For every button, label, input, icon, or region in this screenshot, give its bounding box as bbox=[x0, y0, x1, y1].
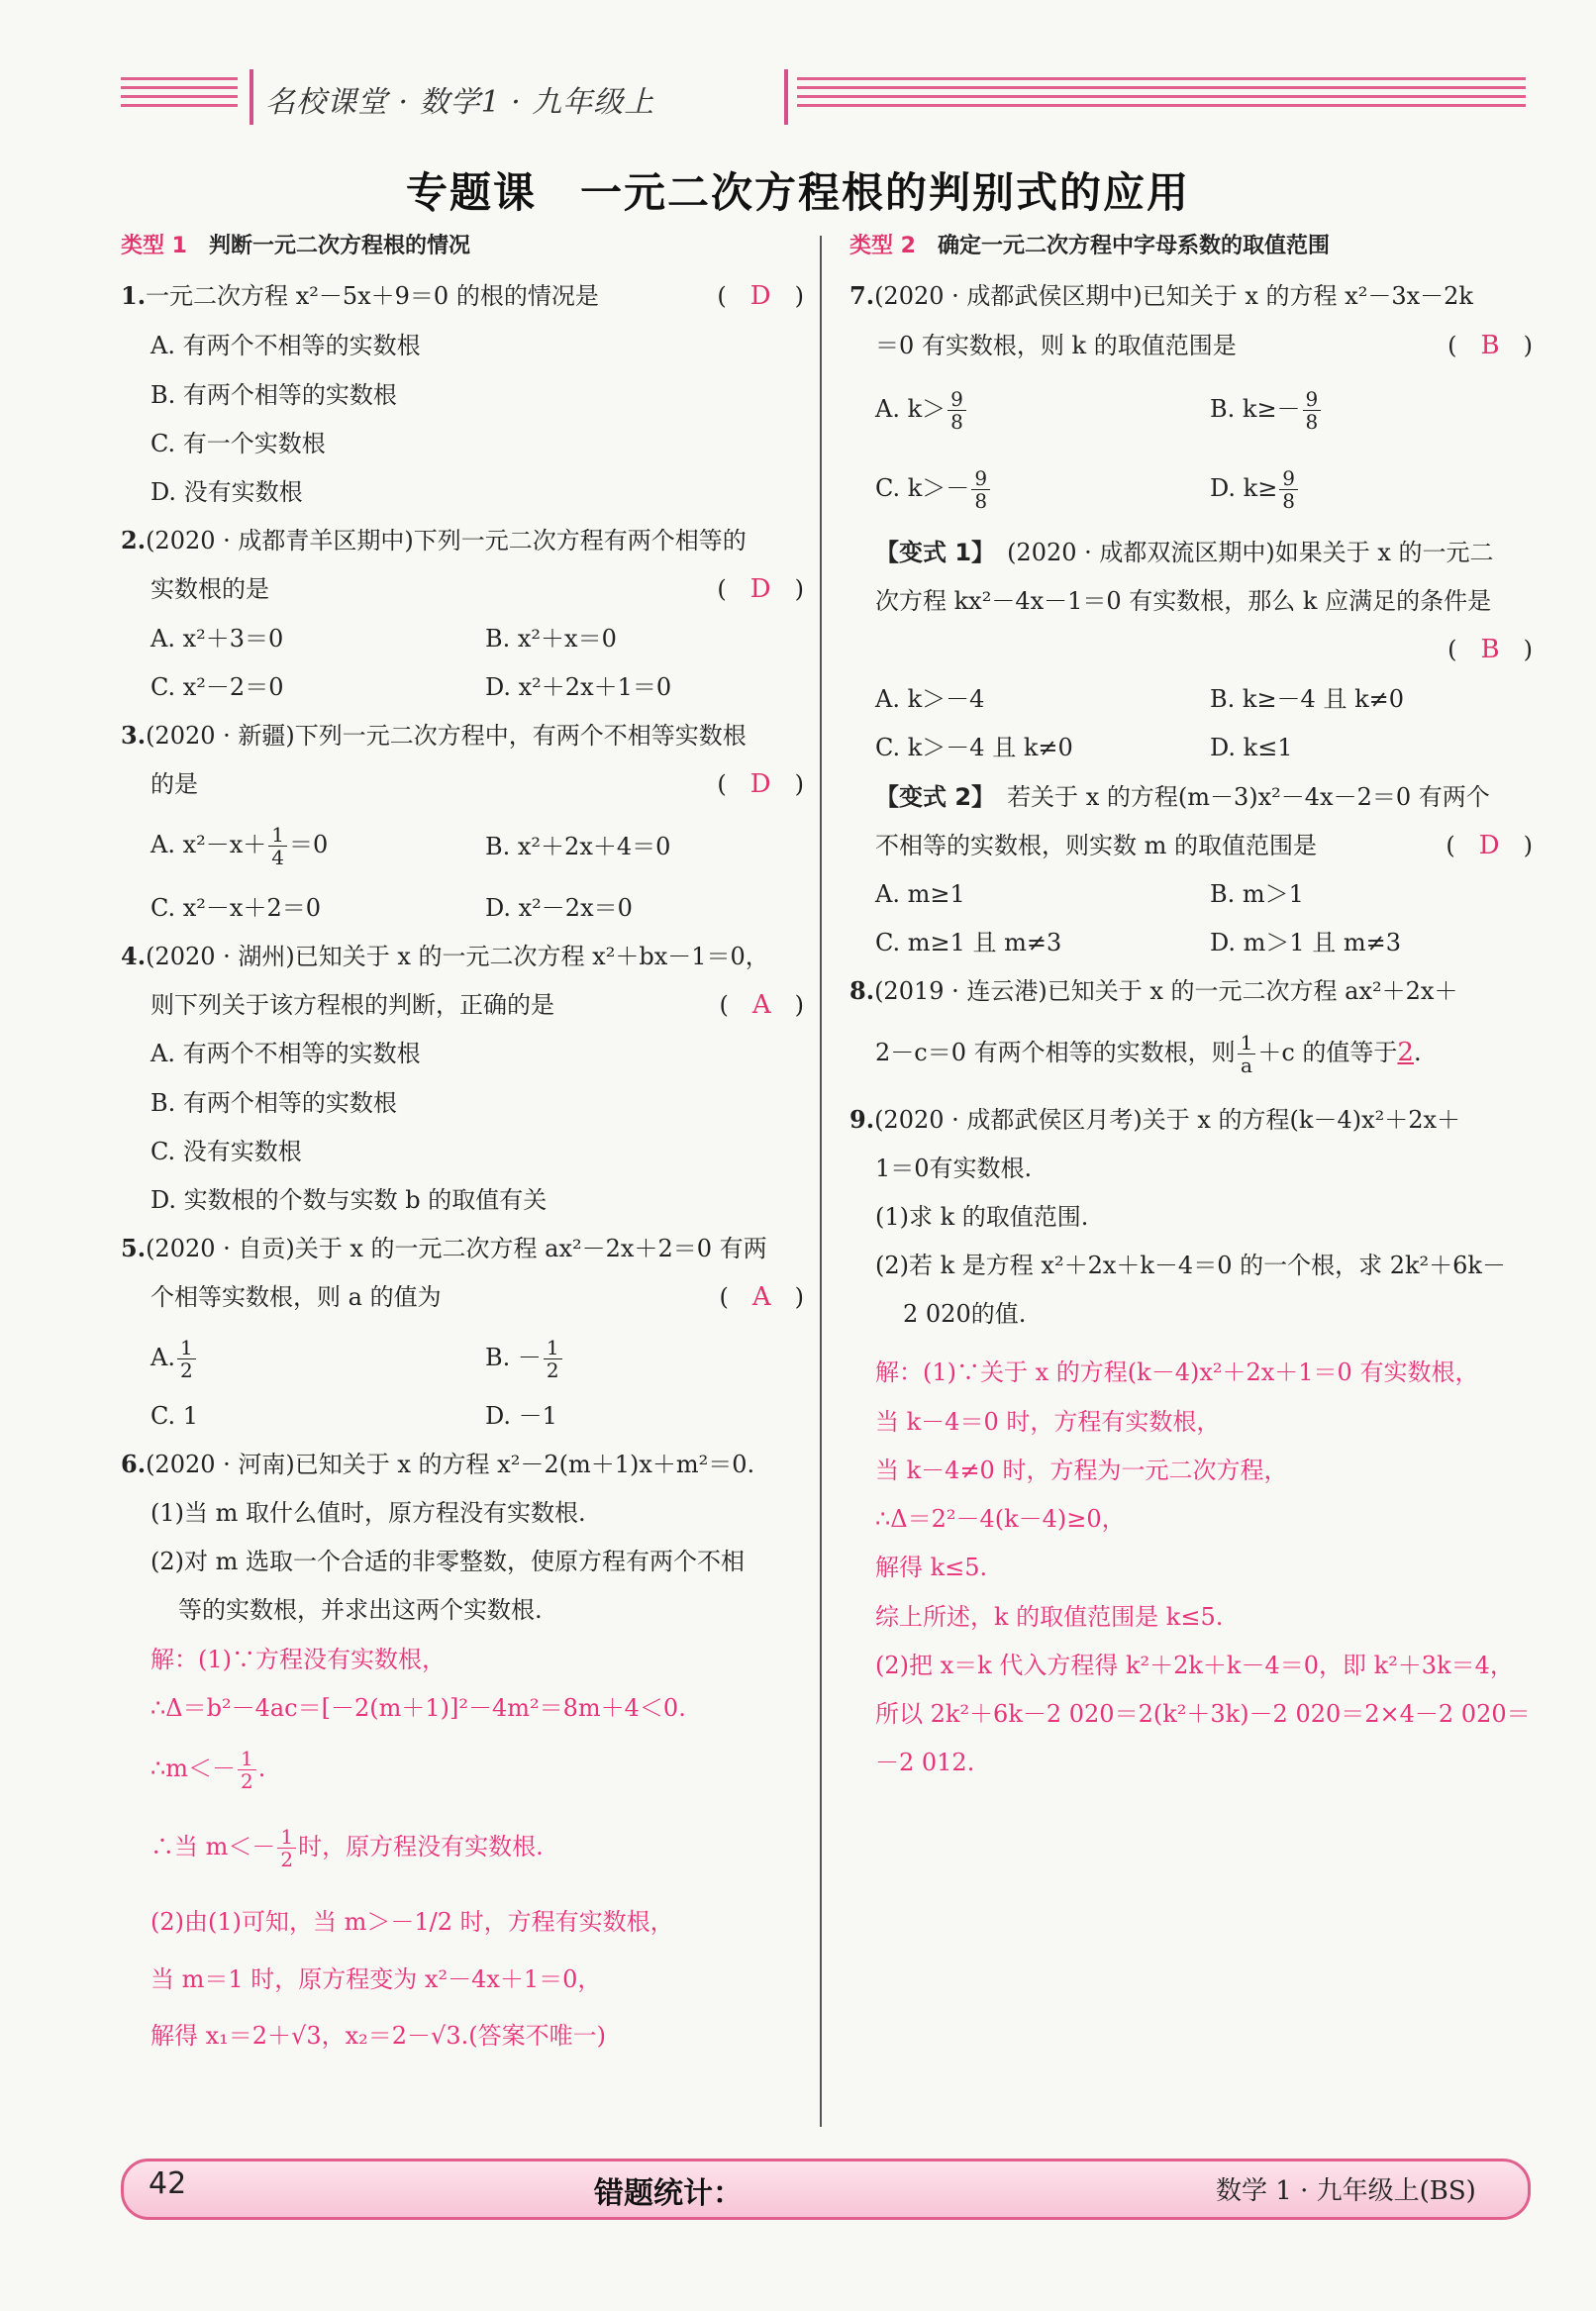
numerator: 1 bbox=[277, 1826, 296, 1849]
option-text: D. k≥ bbox=[1210, 474, 1278, 502]
solution-line: 解：(1)∵方程没有实数根， bbox=[150, 1646, 446, 1673]
solution-text: ∴当 m＜－ bbox=[150, 1833, 276, 1860]
sub-question: (2)若 k 是方程 x²＋2x＋k－4＝0 的一个根，求 2k²＋6k－ bbox=[875, 1252, 1506, 1279]
option: D. x²＋2x＋1＝0 bbox=[485, 673, 672, 701]
answer: A bbox=[751, 1282, 771, 1312]
variant-1 bbox=[875, 536, 1494, 569]
question-2 bbox=[121, 524, 747, 557]
option: D. 没有实数根 bbox=[150, 478, 303, 506]
denominator: 2 bbox=[280, 1848, 294, 1871]
option: C. 1 bbox=[150, 1402, 199, 1430]
type-title: 确定一元二次方程中字母系数的取值范围 bbox=[937, 234, 1330, 258]
answer-bracket: ( A ) bbox=[719, 990, 804, 1020]
answer-bracket: ( D ) bbox=[717, 769, 804, 799]
option: D. －1 bbox=[485, 1402, 557, 1430]
header-decor-right bbox=[797, 77, 1526, 119]
option bbox=[485, 1337, 564, 1381]
question-stem: 个相等实数根，则 a 的值为 bbox=[150, 1283, 442, 1311]
question-7-cont bbox=[875, 329, 1533, 362]
option: A. m≥1 bbox=[875, 880, 965, 908]
answer: 2 bbox=[1397, 1038, 1414, 1067]
option: B. x²＋2x＋4＝0 bbox=[485, 833, 671, 860]
type-2-heading bbox=[849, 230, 1330, 263]
footer-book-info: 数学 1 · 九年级上(BS) bbox=[1216, 2176, 1476, 2206]
question-5 bbox=[121, 1232, 767, 1265]
option: B. 有两个相等的实数根 bbox=[150, 1089, 397, 1117]
answer-bracket: ( D ) bbox=[1446, 831, 1533, 860]
option: B. m＞1 bbox=[1210, 880, 1304, 908]
solution-line: ∴Δ＝2²－4(k－4)≥0， bbox=[875, 1505, 1126, 1533]
option: A. 有两个不相等的实数根 bbox=[150, 1040, 421, 1067]
solution-line: 解得 x₁＝2＋√3，x₂＝2－√3.(答案不唯一) bbox=[150, 2022, 606, 2050]
type-tag: 类型 1 bbox=[121, 234, 187, 258]
question-5-cont bbox=[150, 1280, 804, 1314]
question-6 bbox=[121, 1448, 754, 1481]
question-number: 3. bbox=[121, 721, 147, 750]
option: B. x²＋x＝0 bbox=[485, 625, 617, 653]
option-text: A. bbox=[150, 1344, 175, 1371]
question-stem: ＝0 有实数根，则 k 的取值范围是 bbox=[875, 332, 1237, 359]
answer-bracket: ( A ) bbox=[719, 1282, 804, 1312]
numerator: 9 bbox=[948, 388, 966, 411]
option-text: ＝0 bbox=[289, 831, 329, 858]
numerator: 1 bbox=[1238, 1032, 1256, 1055]
answer-bracket: ( B ) bbox=[1447, 331, 1533, 360]
question-7 bbox=[849, 279, 1473, 313]
question-number: 2. bbox=[121, 526, 147, 554]
question-stem: (2020 · 成都武侯区期中)已知关于 x 的方程 x²－3x－2k bbox=[874, 282, 1473, 310]
header-decor-left bbox=[121, 77, 238, 119]
question-number: 1. bbox=[121, 281, 147, 310]
sub-question: 等的实数根，并求出这两个实数根. bbox=[178, 1596, 543, 1624]
question-1 bbox=[121, 279, 804, 313]
question-3 bbox=[121, 719, 747, 753]
numerator: 9 bbox=[1279, 467, 1298, 490]
denominator: 8 bbox=[974, 489, 988, 513]
solution-line: 当 m＝1 时，原方程变为 x²－4x＋1＝0， bbox=[150, 1965, 602, 1993]
question-number: 7. bbox=[849, 281, 875, 310]
option: C. x²－2＝0 bbox=[150, 673, 284, 701]
option bbox=[875, 388, 968, 433]
solution-text: . bbox=[257, 1755, 266, 1782]
option-text: B. － bbox=[485, 1344, 542, 1371]
option: C. 没有实数根 bbox=[150, 1138, 302, 1165]
solution-line: (2)把 x＝k 代入方程得 k²＋2k＋k－4＝0，即 k²＋3k＝4， bbox=[875, 1652, 1514, 1679]
denominator: 8 bbox=[950, 410, 963, 434]
solution-line: －2 012. bbox=[875, 1749, 975, 1776]
answer-bracket: ( B ) bbox=[1447, 635, 1533, 664]
option: D. k≤1 bbox=[1210, 734, 1293, 761]
question-number: 9. bbox=[849, 1105, 875, 1134]
question-number: 5. bbox=[121, 1234, 147, 1262]
question-9 bbox=[849, 1103, 1460, 1137]
solution-line bbox=[150, 1748, 265, 1792]
question-stem: (2020 · 成都青羊区期中)下列一元二次方程有两个相等的 bbox=[146, 527, 747, 554]
numerator: 1 bbox=[544, 1337, 562, 1359]
solution-line: 解得 k≤5. bbox=[875, 1554, 988, 1581]
question-number: 6. bbox=[121, 1450, 147, 1478]
option bbox=[150, 824, 328, 868]
fraction bbox=[948, 388, 966, 433]
sub-question: (1)当 m 取什么值时，原方程没有实数根. bbox=[150, 1499, 586, 1527]
type-title: 判断一元二次方程根的情况 bbox=[208, 234, 470, 258]
fraction bbox=[1279, 467, 1298, 512]
numerator: 1 bbox=[177, 1337, 196, 1359]
question-stem: (2020 · 成都双流区期中)如果关于 x 的一元二 bbox=[1007, 539, 1494, 566]
question-stem: 一元二次方程 x²－5x＋9＝0 的根的情况是 bbox=[146, 282, 599, 310]
question-stem: . bbox=[1413, 1039, 1422, 1066]
question-9-cont: 1＝0有实数根. bbox=[875, 1155, 1033, 1182]
option-text: B. k≥－ bbox=[1210, 395, 1301, 423]
question-4-cont bbox=[150, 988, 804, 1022]
option: D. m＞1 且 m≠3 bbox=[1210, 929, 1402, 956]
header-separator bbox=[784, 69, 788, 125]
fraction bbox=[277, 1826, 296, 1870]
denominator: 4 bbox=[271, 846, 285, 869]
option: A. x²＋3＝0 bbox=[150, 625, 284, 653]
option: A. k＞－4 bbox=[875, 685, 985, 713]
solution-line bbox=[150, 1826, 544, 1870]
question-number: 8. bbox=[849, 976, 875, 1005]
question-stem: (2019 · 连云港)已知关于 x 的一元二次方程 ax²＋2x＋ bbox=[874, 977, 1458, 1005]
question-stem: 的是 bbox=[150, 770, 198, 798]
question-stem: 2－c＝0 有两个相等的实数根，则 bbox=[875, 1039, 1236, 1066]
answer: D bbox=[749, 281, 771, 311]
sub-question: 2 020的值. bbox=[903, 1300, 1027, 1328]
column-divider bbox=[820, 236, 822, 2127]
answer: D bbox=[1478, 831, 1500, 860]
variant-tag: 【变式 2】 bbox=[875, 783, 984, 811]
fraction bbox=[177, 1337, 196, 1381]
answer: D bbox=[749, 574, 771, 604]
option bbox=[150, 1337, 198, 1381]
solution-line: 综上所述，k 的取值范围是 k≤5. bbox=[875, 1603, 1224, 1631]
question-8-cont bbox=[875, 1032, 1422, 1076]
denominator: 2 bbox=[546, 1358, 559, 1382]
option: C. m≥1 且 m≠3 bbox=[875, 929, 1062, 956]
solution-line: 所以 2k²＋6k－2 020＝2(k²＋3k)－2 020＝2×4－2 020＝ bbox=[875, 1700, 1531, 1728]
fraction bbox=[268, 824, 287, 868]
question-stem: (2020 · 新疆)下列一元二次方程中，有两个不相等实数根 bbox=[146, 722, 747, 750]
sub-question: (2)对 m 选取一个合适的非零整数，使原方程有两个不相 bbox=[150, 1548, 746, 1575]
option bbox=[1210, 467, 1300, 512]
answer-bracket: ( D ) bbox=[717, 574, 804, 604]
type-tag: 类型 2 bbox=[849, 234, 916, 258]
question-8 bbox=[849, 974, 1457, 1008]
answer: B bbox=[1480, 635, 1500, 664]
answer-bracket: ( D ) bbox=[717, 281, 804, 311]
denominator: 8 bbox=[1305, 410, 1319, 434]
question-stem: (2020 · 自贡)关于 x 的一元二次方程 ax²－2x＋2＝0 有两 bbox=[146, 1235, 767, 1262]
numerator: 9 bbox=[1303, 388, 1322, 411]
solution-text: 时，原方程没有实数根. bbox=[298, 1833, 544, 1860]
question-2-cont bbox=[150, 572, 804, 606]
numerator: 1 bbox=[268, 824, 287, 847]
header-separator bbox=[249, 69, 253, 125]
fraction bbox=[1303, 388, 1322, 433]
option bbox=[1210, 388, 1323, 433]
answer: B bbox=[1480, 331, 1500, 360]
fraction bbox=[238, 1748, 256, 1792]
question-stem: ＋c 的值等于 bbox=[1257, 1039, 1398, 1066]
solution-line: 当 k－4＝0 时，方程有实数根， bbox=[875, 1408, 1221, 1436]
variant-2-cont bbox=[875, 829, 1533, 862]
header-title: 名校课堂 · 数学1 · 九年级上 bbox=[265, 85, 655, 120]
option: C. k＞－4 且 k≠0 bbox=[875, 734, 1073, 761]
question-number: 4. bbox=[121, 942, 147, 970]
option: D. x²－2x＝0 bbox=[485, 894, 633, 922]
solution-text: ∴m＜－ bbox=[150, 1755, 237, 1782]
denominator: a bbox=[1241, 1054, 1252, 1077]
denominator: 8 bbox=[1282, 489, 1296, 513]
option: B. 有两个相等的实数根 bbox=[150, 381, 397, 409]
sub-question: (1)求 k 的取值范围. bbox=[875, 1203, 1089, 1231]
question-stem: 则下列关于该方程根的判断，正确的是 bbox=[150, 991, 554, 1019]
question-stem: 实数根的是 bbox=[150, 575, 269, 603]
solution-line: ∴Δ＝b²－4ac＝[－2(m＋1)]²－4m²＝8m＋4＜0. bbox=[150, 1694, 686, 1722]
fraction bbox=[971, 467, 990, 512]
page-number: 42 bbox=[149, 2166, 187, 2201]
type-1-heading bbox=[121, 230, 470, 263]
option: D. 实数根的个数与实数 b 的取值有关 bbox=[150, 1186, 548, 1214]
option bbox=[875, 467, 992, 512]
question-stem: (2020 · 河南)已知关于 x 的方程 x²－2(m＋1)x＋m²＝0. bbox=[146, 1451, 755, 1478]
question-stem: 若关于 x 的方程(m－3)x²－4x－2＝0 有两个 bbox=[1007, 783, 1490, 811]
option: C. 有一个实数根 bbox=[150, 430, 326, 457]
question-stem: 不相等的实数根，则实数 m 的取值范围是 bbox=[875, 832, 1318, 859]
fraction bbox=[1238, 1032, 1256, 1076]
numerator: 1 bbox=[238, 1748, 256, 1770]
question-stem: (2020 · 成都武侯区月考)关于 x 的方程(k－4)x²＋2x＋ bbox=[874, 1106, 1461, 1134]
option: C. x²－x＋2＝0 bbox=[150, 894, 321, 922]
variant-tag: 【变式 1】 bbox=[875, 539, 984, 566]
solution-line: 当 k－4≠0 时，方程为一元二次方程， bbox=[875, 1457, 1288, 1484]
numerator: 9 bbox=[971, 467, 990, 490]
variant-1-cont: 次方程 kx²－4x－1＝0 有实数根，那么 k 应满足的条件是 bbox=[875, 587, 1492, 615]
option-text: A. x²－x＋ bbox=[150, 831, 267, 858]
option-text: A. k＞ bbox=[875, 395, 947, 423]
question-4 bbox=[121, 940, 769, 973]
denominator: 2 bbox=[179, 1358, 193, 1382]
denominator: 2 bbox=[241, 1769, 253, 1793]
question-stem: (2020 · 湖州)已知关于 x 的一元二次方程 x²＋bx－1＝0， bbox=[146, 943, 769, 970]
option-text: C. k＞－ bbox=[875, 474, 970, 502]
solution-line: (2)由(1)可知，当 m＞－1/2 时，方程有实数根， bbox=[150, 1908, 674, 1936]
variant-2 bbox=[875, 780, 1490, 814]
option: B. k≥－4 且 k≠0 bbox=[1210, 685, 1404, 713]
option: A. 有两个不相等的实数根 bbox=[150, 332, 421, 359]
fraction bbox=[544, 1337, 562, 1381]
page-title: 专题课 一元二次方程根的判别式的应用 bbox=[405, 168, 1190, 217]
error-stats-label: 错题统计： bbox=[594, 2176, 743, 2211]
answer: D bbox=[749, 769, 771, 799]
answer: A bbox=[751, 990, 771, 1020]
question-3-cont bbox=[150, 767, 804, 801]
solution-line: 解：(1)∵关于 x 的方程(k－4)x²＋2x＋1＝0 有实数根， bbox=[875, 1358, 1479, 1386]
